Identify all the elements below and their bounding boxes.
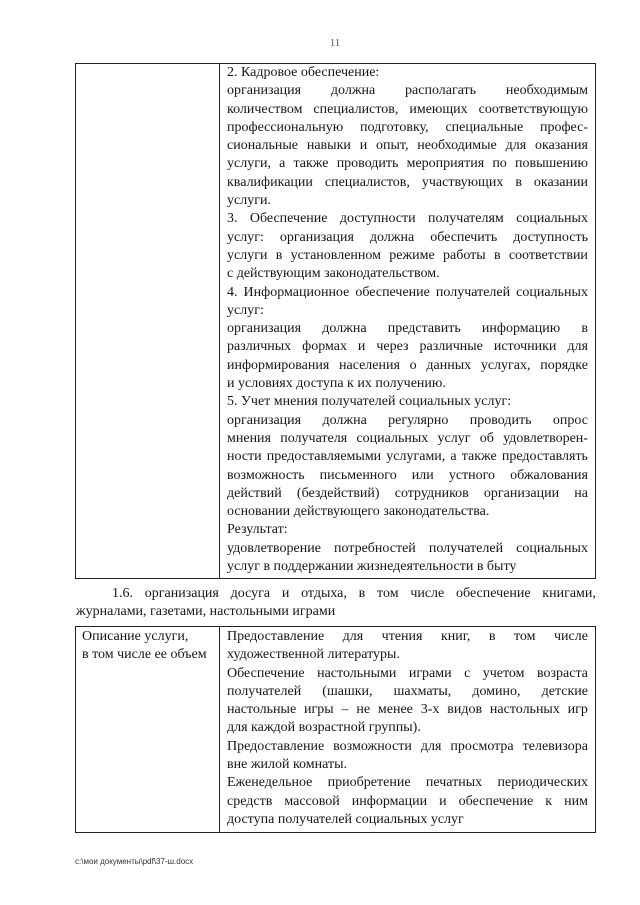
text-line: количеством специалистов, имеющих соответствующую [227,101,588,117]
paragraph [227,64,588,82]
text-line: 1.6. организация досуга и отдыха, в том числе обеспечение книгами, [112,586,596,601]
text-line: художественной литературы. [227,647,400,663]
text-line: услуги, а также проводить мероприятия по повышению [227,156,588,172]
text-line: вне жилой комнаты. [227,757,348,773]
table1-empty-left-cell [76,64,220,578]
service-standards-table [75,63,596,579]
text-line: основании действующего законодательства. [227,504,490,520]
paragraph [227,393,588,411]
footer-file-path: c:\мои документы\pdf\37-ш.docx [75,857,194,866]
text-line: Описание услуги, [82,629,189,644]
text-line: 2. Кадровое обеспечение: [227,65,380,80]
paragraph [227,540,588,577]
text-line: сиональные навыки и опыт, необходимые для оказания [227,138,588,154]
text-line: для каждой возрастной группы). [227,720,421,736]
paragraph [76,585,596,622]
text-line: Предоставление возможности для просмотра телевизора [227,738,588,754]
text-line: мнения получателя социальных услуг об удовлетворен- [227,430,588,446]
text-line: действий (бездействий) сотрудников организации на [227,485,588,501]
text-line: услуг: организация должна обеспечить доступность [227,229,588,245]
service-description-table [75,626,596,833]
text-line: журналами, газетами, настольными играми [76,604,336,620]
paragraph [227,284,588,321]
page-number: 11 [329,37,341,49]
section-heading-1-6 [76,585,596,622]
text-line: и условиях доступа к их получению. [227,376,446,392]
text-line: Результат: [227,522,288,538]
paragraph [227,82,588,210]
text-line: удовлетворение потребностей получателей социальных [227,540,588,556]
text-line: 5. Учет мнения получателей социальных услуг: [227,394,512,410]
paragraph [227,521,588,539]
text-line: организация должна располагать необходимым [227,83,588,99]
table2-label-cell [76,627,220,832]
text-line: 3. Обеспечение доступности получателям социальных [227,211,588,227]
text-line: Еженедельное приобретение печатных периодических [227,775,588,791]
text-line: Предоставление для чтения книг, в том числе [227,629,588,644]
text-line: доступа получателей социальных услуг [227,811,464,827]
paragraph [227,774,588,829]
text-line: с действующим законодательством. [227,266,440,282]
text-line: услуги в установленном режиме работы в соответствии [227,247,588,263]
paragraph [227,412,588,522]
text-line: в том числе ее объем [82,647,207,663]
text-line: услуг в поддержании жизнедеятельности в быту [227,559,517,575]
table2-description-cell [220,627,595,832]
text-line: услуг: [227,302,264,318]
text-line: информирования населения о данных услугах, порядке [227,357,588,373]
text-line: квалификации специалистов, участвующих в оказании [227,174,588,190]
text-line: Обеспечение настольными играми с учетом возраста [227,665,588,681]
text-line: организация должна представить информацию в [227,321,588,337]
paragraph [82,628,217,665]
paragraph [227,320,588,393]
text-line: организация должна регулярно проводить опрос [227,412,588,428]
paragraph [227,665,588,738]
text-line: различных формах и через различные источники для [227,339,588,355]
text-line: услуги. [227,193,271,209]
paragraph [227,738,588,775]
text-line: профессиональную подготовку, специальные профес- [227,119,588,135]
paragraph [227,628,588,665]
text-line: возможность письменного или устного обжалования [227,467,588,483]
text-line: получателей (шашки, шахматы, домино, детские [227,683,588,699]
text-line: настольные игры – не менее 3-х видов настольных игр [227,702,588,718]
text-line: ности предоставляемыми услугами, а также предоставлять [227,449,588,465]
paragraph [227,210,588,283]
text-line: 4. Информационное обеспечение получателей социальных [227,284,588,300]
text-line: средств массовой информации и обеспечение к ним [227,793,588,809]
table1-requirements-cell [220,64,595,578]
